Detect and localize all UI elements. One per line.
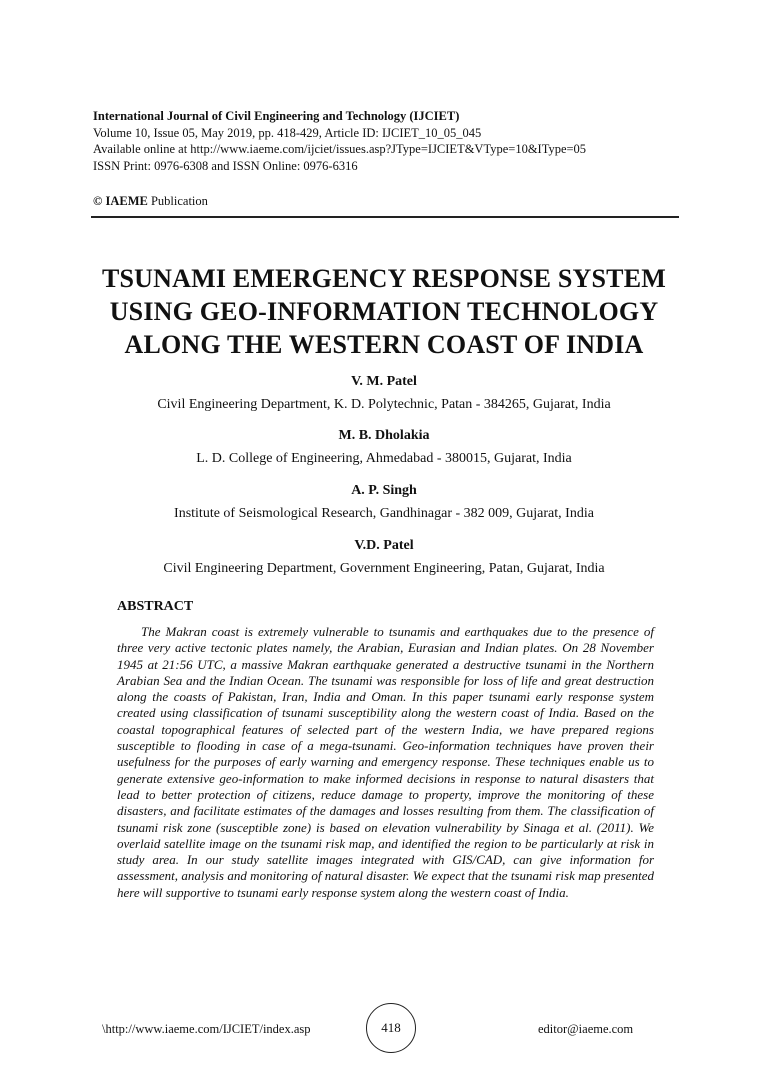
author-name-1: V. M. Patel [351,374,417,389]
issn-info: ISSN Print: 0976-6308 and ISSN Online: 0976-6316 [93,158,358,173]
publication-word: Publication [150,194,208,208]
title-line-3: ALONG THE WESTERN COAST OF INDIA [124,330,644,359]
publisher-name: IAEME [105,194,148,208]
author-affiliation-3: Institute of Seismological Research, Gandhinagar - 382 009, Gujarat, India [174,506,594,521]
page-number: 418 [381,1020,401,1035]
copyright-line [93,194,208,209]
journal-name: International Journal of Civil Engineering and Technology (IJCIET) [93,109,460,123]
abstract-heading: ABSTRACT [117,599,194,614]
footer-email[interactable]: editor@iaeme.com [538,1022,634,1036]
footer-url[interactable]: \http://www.iaeme.com/IJCIET/index.asp [102,1022,311,1036]
title-line-1: TSUNAMI EMERGENCY RESPONSE SYSTEM [101,264,666,293]
title-line-2: USING GEO-INFORMATION TECHNOLOGY [109,297,659,326]
author-name-4: V.D. Patel [354,538,414,553]
paper-title [80,262,688,361]
availability-url[interactable]: Available online at http://www.iaeme.com/ijciet/issues.asp?JType=IJCIET&VType=10&IType=05 [93,142,587,156]
author-affiliation-2: L. D. College of Engineering, Ahmedabad - 380015, Gujarat, India [196,451,572,466]
abstract-text: The Makran coast is extremely vulnerable to tsunamis and earthquakes due to the presence of three very active tectonic plates namely, the Arabian, Eurasian and Indian plates. On 28 November 1945 at 21:56 UTC, a massive Makran earthquake generated a destructive tsunami in the Northern Arabian Sea and the Indian Ocean. The tsunami was responsible for loss of life and great destruction along the coasts of Pakistan, Iran, India and Oman. In this paper tsunami early response system created using classification of tsunami susceptibility along the western coast of India. Based on the coastal topographical features of selected part of the western India, we have prepared regions susceptible to flooding in case of a mega-tsunami. Geo-information techniques have proven their usefulness for the purposes of early warning and emergency response. These techniques enable us to generate extensive geo-information to make informed decisions in response to natural disasters that lead to better protection of citizens, reduce damage to property, improve the monitoring of these disasters, and facilitate estimates of the damages and losses resulting from them. The classification of tsunami risk zone (susceptible zone) is based on elevation vulnerability by Sinaga et al. (2011). We overlaid satellite image on the tsunami risk map, and identified the region to be particularly at risk in study area. In our study satellite images integrated with GIS/CAD, can give information for assessment, analysis and monitoring of natural disaster. We expect that the tsunami risk map presented here will supportive to tsunami early response system along the western coast of India. [117,624,654,900]
volume-info: Volume 10, Issue 05, May 2019, pp. 418-429, Article ID: IJCIET_10_05_045 [93,125,482,140]
header-divider [91,216,679,218]
author-name-2: M. B. Dholakia [338,428,430,443]
journal-header [93,108,693,174]
author-affiliation-4: Civil Engineering Department, Government Engineering, Patan, Gujarat, India [163,561,605,576]
copyright-symbol: © [93,194,103,208]
author-name-3: A. P. Singh [351,483,417,498]
author-affiliation-1: Civil Engineering Department, K. D. Polytechnic, Patan - 384265, Gujarat, India [157,397,611,412]
page-number-badge [366,1003,416,1053]
